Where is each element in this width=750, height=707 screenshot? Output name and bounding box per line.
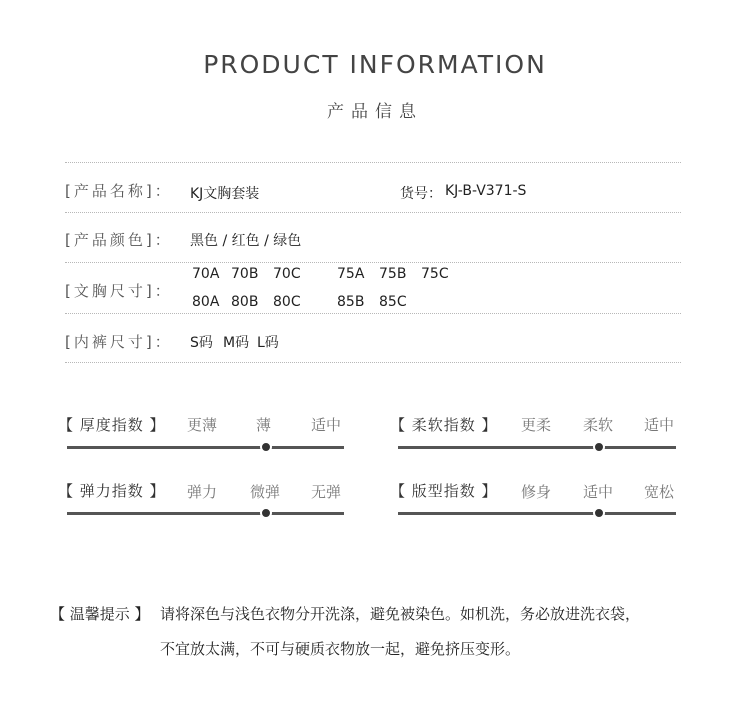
softness-scale-bar: [398, 446, 676, 449]
thickness-option: 适中: [311, 416, 342, 434]
page-title-zh: 产品信息: [327, 102, 423, 122]
bra-size: 85C: [379, 294, 407, 310]
sku-label: 货号：: [400, 186, 442, 202]
bra-size: 85B: [337, 294, 365, 310]
bra-size: 75C: [421, 266, 449, 282]
sku-value: KJ-B-V371-S: [445, 183, 527, 199]
elasticity-option: 微弹: [250, 483, 281, 501]
fit-scale-marker: [593, 507, 605, 519]
fit-index-label: 【 版型指数 】: [390, 482, 498, 500]
divider: [65, 262, 681, 263]
bra-size: 75A: [337, 266, 365, 282]
divider: [65, 313, 681, 314]
product-color-label: [产品颜色]：: [65, 231, 173, 249]
fit-option: 适中: [583, 483, 614, 501]
divider: [65, 162, 681, 163]
softness-option: 柔软: [583, 416, 614, 434]
tip-text-line-2: 不宜放太满，不可与硬质衣物放一起，避免挤压变形。: [160, 640, 521, 658]
elasticity-index-label: 【 弹力指数 】: [58, 482, 166, 500]
tip-label: 【 温馨提示 】: [50, 605, 150, 623]
thickness-option: 更薄: [187, 416, 218, 434]
product-name-value: KJ文胸套装: [190, 186, 260, 202]
bra-size: 70B: [231, 266, 259, 282]
elasticity-option: 无弹: [311, 483, 342, 501]
divider: [65, 362, 681, 363]
elasticity-option: 弹力: [187, 483, 218, 501]
brief-size: L码: [257, 335, 279, 351]
bra-size: 80B: [231, 294, 259, 310]
thickness-scale-marker: [260, 441, 272, 453]
divider: [65, 212, 681, 213]
softness-option: 适中: [644, 416, 675, 434]
product-name-label: [产品名称]：: [65, 182, 173, 200]
product-color-value: 黑色 / 红色 / 绿色: [190, 233, 302, 249]
fit-option: 宽松: [644, 483, 675, 501]
elasticity-scale-bar: [67, 512, 344, 515]
thickness-option: 薄: [256, 416, 272, 434]
bra-size: 75B: [379, 266, 407, 282]
bra-size: 70A: [192, 266, 220, 282]
softness-scale-marker: [593, 441, 605, 453]
bra-size: 80C: [273, 294, 301, 310]
fit-option: 修身: [521, 483, 552, 501]
bra-size: 80A: [192, 294, 220, 310]
page-title-en: PRODUCT INFORMATION: [203, 50, 547, 79]
tip-text-line-1: 请将深色与浅色衣物分开洗涤，避免被染色。如机洗，务必放进洗衣袋，: [160, 605, 641, 623]
brief-size: M码: [223, 335, 250, 351]
bra-size-label: [文胸尺寸]：: [65, 282, 173, 300]
softness-option: 更柔: [521, 416, 552, 434]
brief-size-label: [内裤尺寸]：: [65, 333, 173, 351]
bra-size: 70C: [273, 266, 301, 282]
fit-scale-bar: [398, 512, 676, 515]
thickness-scale-bar: [67, 446, 344, 449]
softness-index-label: 【 柔软指数 】: [390, 416, 498, 434]
elasticity-scale-marker: [260, 507, 272, 519]
brief-size: S码: [190, 335, 213, 351]
thickness-index-label: 【 厚度指数 】: [58, 416, 166, 434]
